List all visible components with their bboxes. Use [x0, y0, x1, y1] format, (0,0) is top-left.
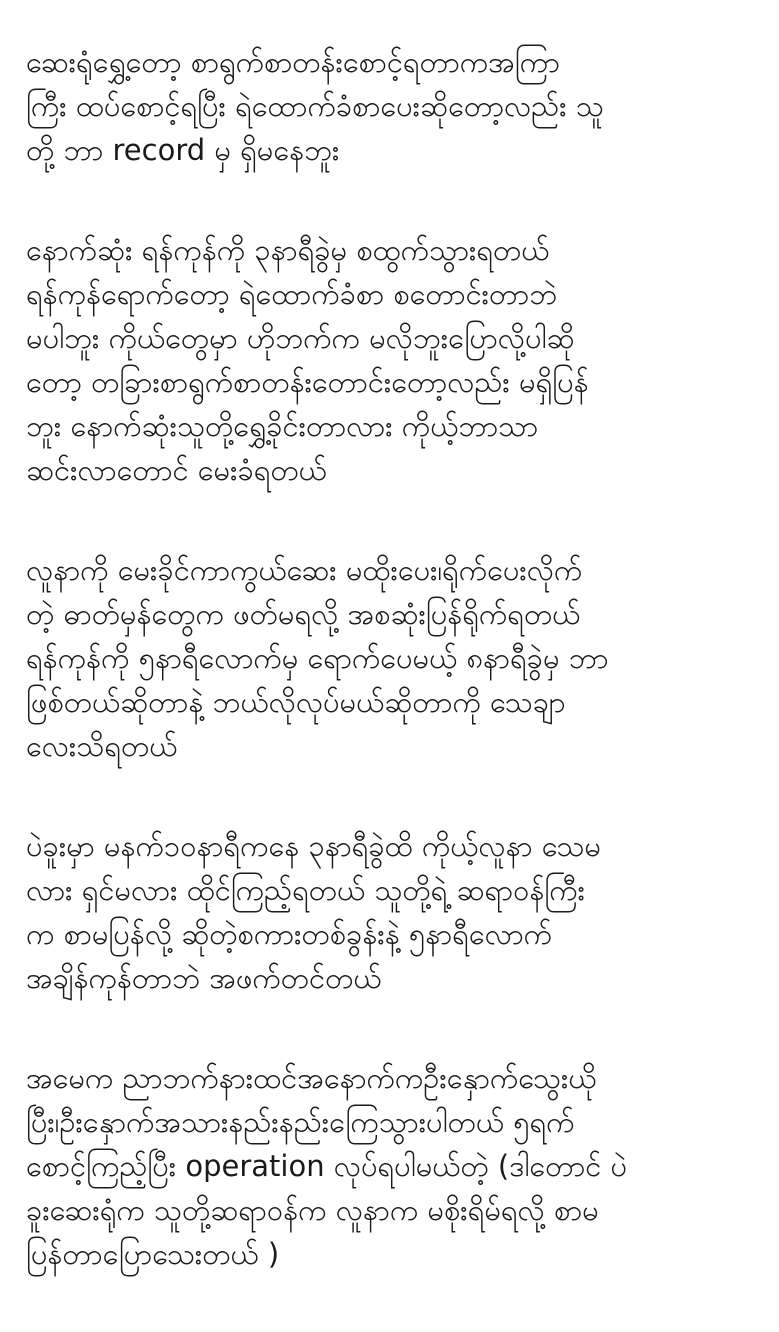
text-line: ဆင်းလာတောင် မေးခံရတယ် — [26, 453, 327, 487]
text-line: လေးသိရတယ် — [26, 729, 178, 763]
text-line: အမေက ညာဘက်နားထင်အနောက်ကဦးနှောက်သွေးယို — [26, 1061, 597, 1095]
post-body — [26, 40, 771, 1332]
text-line: တဲ့ ဓာတ်မှန်တွေက ဖတ်မရလို့ အစဆုံးပြန်ရိုက်ရတယ် — [26, 597, 581, 631]
text-line: ပြီး၊ဦးနှောက်အသားနည်းနည်းကြေသွားပါတယ် ၅ရက် — [26, 1105, 575, 1139]
text-line: လူနာကို မေးခိုင်ကာကွယ်ဆေး မထိုးပေး၊ရိုက်ပေးလိုက် — [26, 553, 583, 587]
paragraph-2 — [26, 228, 771, 492]
text-line: တို့ ဘာ record မှ ရှိမနေဘူး — [26, 133, 340, 167]
paragraph-1 — [26, 40, 771, 172]
text-line: လား ရှင်မလား ထိုင်ကြည့်ရတယ် သူတို့ရဲ့ ဆရာဝန်ကြီး — [26, 873, 586, 907]
text-line: ရန်ကုန်ရောက်တော့ ရဲထောက်ခံစာ စတောင်းတာဘဲ — [26, 277, 558, 311]
paragraph-5 — [26, 1056, 771, 1276]
text-line: က စာမပြန်လို့ ဆိုတဲ့စကားတစ်ခွန်းနဲ့ ၅နာရီလောက် — [26, 917, 553, 951]
text-line: အချိန်ကုန်တာဘဲ အဖက်တင်တယ် — [26, 961, 382, 995]
text-line: ရန်ကုန်ကို ၅နာရီလောက်မှ ရောက်ပေမယ့် ၈နာရီခွဲမှ ဘာ — [26, 641, 609, 675]
text-line: ဘူး နောက်ဆုံးသူတို့ရွှေ့ခိုင်းတာလား ကိုယ့်ဘာသာ — [26, 409, 539, 443]
text-line: တော့ တခြားစာရွက်စာတန်းတောင်းတော့လည်း မရှိပြန် — [26, 365, 589, 399]
paragraph-3 — [26, 548, 771, 768]
text-line: ပဲခူးမှာ မနက်၁၀နာရီကနေ ၃နာရီခွဲထိ ကိုယ့်လူနာ သေမ — [26, 829, 601, 863]
text-line: ဆေးရုံရွှေ့တော့ စာရွက်စာတန်းစောင့်ရတာကအကြာ — [26, 45, 560, 79]
text-line: ခူးဆေးရုံက သူတို့ဆရာဝန်က လူနာက မစိုးရိမ်ရလို့ စာမ — [26, 1193, 599, 1227]
text-line: ပြန်တာပြောသေးတယ် ) — [26, 1237, 280, 1271]
text-line: မပါဘူး ကိုယ်တွေမှာ ဟိုဘက်က မလိုဘူးပြောလို့ပါဆို — [26, 321, 575, 355]
paragraph-4 — [26, 824, 771, 1000]
text-line: ဖြစ်တယ်ဆိုတာနဲ့ ဘယ်လိုလုပ်မယ်ဆိုတာကို သေချာ — [26, 685, 566, 719]
text-line: ကြီး ထပ်စောင့်ရပြီး ရဲထောက်ခံစာပေးဆိုတော့လည်း သူ — [26, 89, 604, 123]
text-line: စောင့်ကြည့်ပြီး operation လုပ်ရပါမယ်တဲ့ (ဒါတောင် ပဲ — [26, 1149, 628, 1183]
text-line: နောက်ဆုံး ရန်ကုန်ကို ၃နာရီခွဲမှ စထွက်သွားရတယ် — [26, 233, 550, 267]
